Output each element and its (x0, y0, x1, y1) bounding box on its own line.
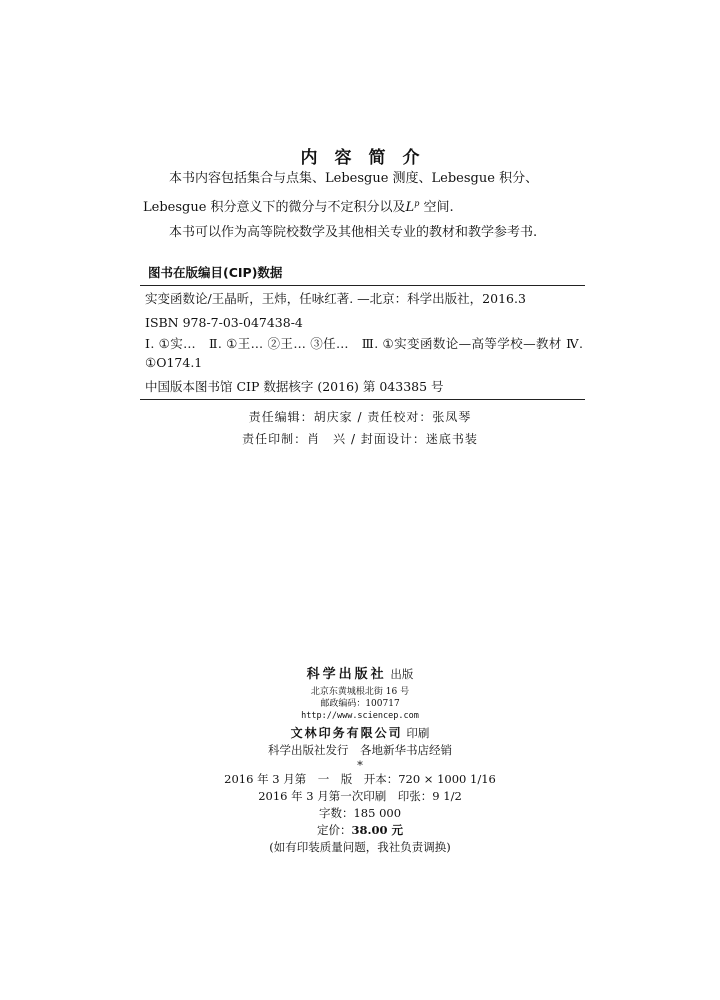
publisher-url: http://www.sciencep.com (301, 711, 419, 721)
lp-space-symbol: $L^p$ (405, 199, 420, 215)
printer-name: 文林印务有限公司 (290, 726, 403, 740)
word-count: 字数：185 000 (318, 806, 402, 820)
edition-line: 2016 年 3 月第 一 版 开本：720 × 1000 1/16 (224, 772, 496, 786)
price-line (0, 822, 720, 839)
printer-action: 印刷 (406, 726, 430, 740)
cip-isbn: ISBN 978-7-03-047438-4 (145, 315, 303, 330)
printer-line (0, 725, 720, 742)
summary-paragraph-2: 本书可以作为高等院校数学及其他相关专业的教材和教学参考书. (169, 225, 538, 240)
publisher-address: 北京东黄城根北街 16 号 (310, 687, 410, 697)
separator-star: * (357, 758, 363, 772)
credits-line-1: 责任编辑：胡庆家 / 责任校对：张凤琴 (248, 410, 472, 424)
summary-paragraph-1-text: 本书内容包括集合与点集、Lebesgue 测度、Lebesgue 积分、Lebesgue 积分意义下的微分与不定积分以及 (143, 171, 539, 215)
cip-bottom-rule (140, 399, 585, 400)
publisher-name: 科学出版社 (306, 667, 387, 682)
publisher-line (0, 666, 720, 683)
publisher-block (0, 666, 720, 856)
credits-line-2: 责任印制：肖 兴 / 封面设计：迷底书装 (242, 432, 478, 446)
price-value: 38.00 元 (351, 823, 403, 837)
summary-paragraph-1 (143, 166, 583, 220)
cip-title-line: 实变函数论/王晶昕，王炜，任咏红著. —北京：科学出版社，2016.3 (145, 291, 526, 306)
distribution-line: 科学出版社发行 各地新华书店经销 (268, 743, 452, 757)
cip-record-number: 中国版本图书馆 CIP 数据核字 (2016) 第 043385 号 (145, 379, 444, 394)
summary-body (143, 166, 583, 245)
printing-line: 2016 年 3 月第一次印刷 印张：9 1/2 (258, 789, 462, 803)
cip-classification: Ⅰ. ①实… Ⅱ. ①王… ②王… ③任… Ⅲ. ①实变函数论—高等学校—教材 Ⅳ. ①O174.1 (145, 336, 583, 370)
price-label: 定价： (316, 823, 352, 837)
publisher-action: 出版 (390, 667, 414, 681)
summary-title: 内容简介 (300, 148, 437, 168)
quality-notice: (如有印装质量问题，我社负责调换) (269, 840, 451, 854)
publisher-postcode: 邮政编码：100717 (320, 699, 400, 709)
cip-top-rule (140, 285, 585, 286)
cip-heading: 图书在版编目(CIP)数据 (148, 265, 283, 280)
summary-paragraph-1-end: 空间. (419, 200, 454, 215)
